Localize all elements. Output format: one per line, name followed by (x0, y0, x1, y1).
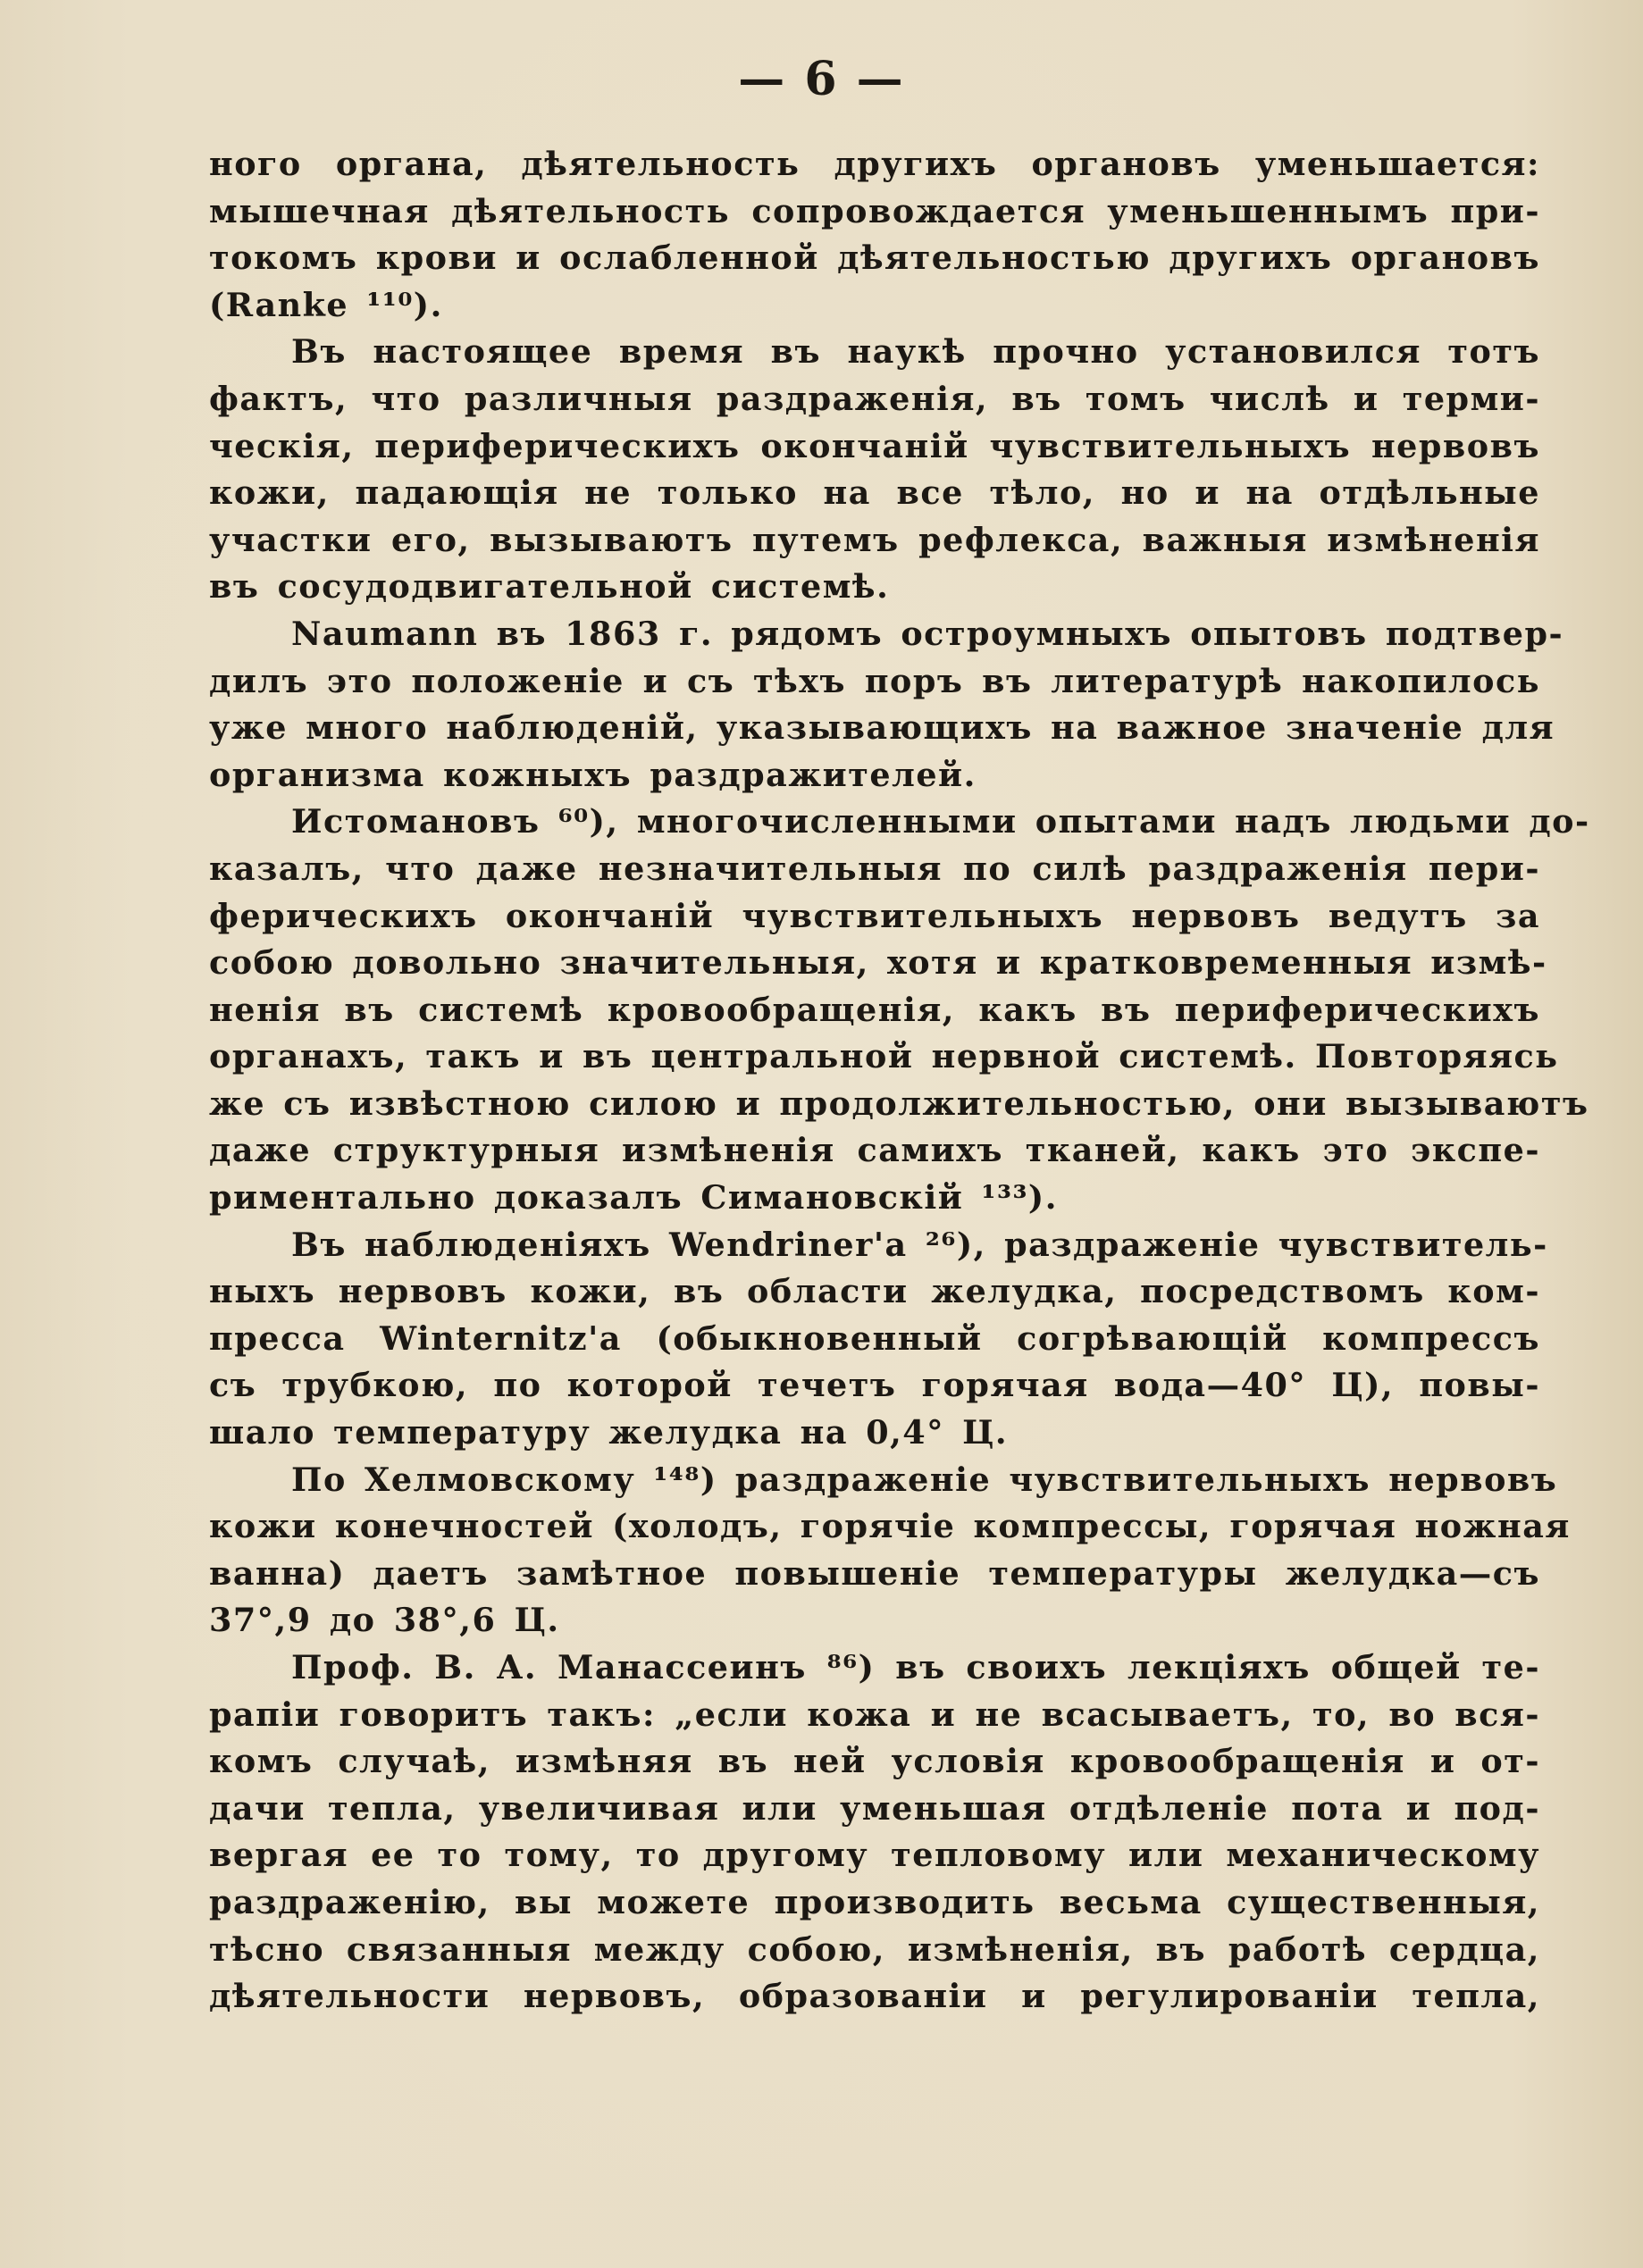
text-line: органахъ, такъ и въ центральной нервной системѣ. Повторяясь (209, 1037, 1559, 1076)
text-line: дѣятельности нервовъ, образованіи и регулированіи тепла, (209, 1977, 1540, 2016)
text-line: ного органа, дѣятельность другихъ органовъ уменьшается: (209, 145, 1540, 183)
text-line: дачи тепла, увеличивая или уменьшая отдѣленіе пота и под- (209, 1788, 1540, 1828)
text-line: ческія, периферическихъ окончаній чувствительныхъ нервовъ (209, 426, 1540, 465)
text-line: дилъ это положеніе и съ тѣхъ поръ въ литературѣ накопилось (209, 661, 1540, 700)
text-line: риментально доказалъ Симановскій ¹³³). (209, 1178, 1058, 1218)
text-line: токомъ крови и ослабленной дѣятельностью другихъ органовъ (209, 239, 1540, 278)
text-line: въ сосудодвигательной системѣ. (209, 567, 890, 607)
text-line: съ трубкою, по которой течетъ горячая вода—40° Ц), повы- (209, 1366, 1540, 1405)
text-line: Истомановъ ⁶⁰), многочисленными опытами надъ людьми до- (291, 802, 1590, 841)
text-line: организма кожныхъ раздражителей. (209, 755, 977, 794)
text-line: Въ настоящее время въ наукѣ прочно установился тотъ (291, 332, 1540, 372)
text-line: комъ случаѣ, измѣняя въ ней условія кровообращенія и от- (209, 1742, 1540, 1781)
text-line: Въ наблюденіяхъ Wendriner'а ²⁶), раздраженіе чувствитель- (291, 1225, 1548, 1264)
text-line: рапіи говоритъ такъ: „если кожа и не всасываетъ, то, во вся- (209, 1695, 1540, 1734)
text-line: же съ извѣстною силою и продолжительностью, они вызываютъ (209, 1084, 1589, 1123)
text-line: По Хелмовскому ¹⁴⁸) раздраженіе чувствительныхъ нервовъ (291, 1460, 1558, 1499)
text-line: Naumann въ 1863 г. рядомъ остроумныхъ опытовъ подтвер- (291, 614, 1564, 653)
text-line: вергая ее то тому, то другому тепловому или механическому (209, 1836, 1540, 1875)
text-line: ферическихъ окончаній чувствительныхъ нервовъ ведутъ за (209, 896, 1540, 935)
text-line: уже много наблюденій, указывающихъ на важное значеніе для (209, 708, 1555, 748)
text-line: шало температуру желудка на 0,4° Ц. (209, 1413, 1009, 1452)
text-line: пресса Winternitz'а (обыкновенный согрѣвающій компрессъ (209, 1318, 1540, 1358)
body-text (209, 141, 1590, 2021)
text-line: казалъ, что даже незначительныя по силѣ раздраженія пери- (209, 849, 1540, 888)
text-line: фактъ, что различныя раздраженія, въ томъ числѣ и терми- (209, 379, 1540, 418)
text-line: кожи, падающія не только на все тѣло, но и на отдѣльные (209, 473, 1540, 513)
text-line: ныхъ нервовъ кожи, въ области желудка, посредствомъ ком- (209, 1272, 1540, 1311)
text-line: раздраженію, вы можете производить весьма существенныя, (209, 1882, 1540, 1921)
text-line: кожи конечностей (холодъ, горячіе компрессы, горячая ножная (209, 1507, 1571, 1546)
text-line: участки его, вызываютъ путемъ рефлекса, важныя измѣненія (209, 520, 1540, 559)
page-number: — 6 — (738, 52, 905, 106)
text-line: тѣсно связанныя между собою, измѣненія, въ работѣ сердца, (209, 1929, 1540, 1969)
text-line: Проф. В. А. Манассеинъ ⁸⁶) въ своихъ лекціяхъ общей те- (291, 1648, 1540, 1686)
text-line: ненія въ системѣ кровообращенія, какъ въ периферическихъ (209, 990, 1540, 1029)
text-line: даже структурныя измѣненія самихъ тканей, какъ это экспе- (209, 1131, 1540, 1170)
text-line: мышечная дѣятельность сопровождается уменьшеннымъ при- (209, 191, 1540, 230)
text-line: собою довольно значительныя, хотя и кратковременныя измѣ- (209, 943, 1547, 983)
text-line: (Ranke ¹¹⁰). (209, 285, 443, 324)
text-line: 37°,9 до 38°,6 Ц. (209, 1601, 560, 1640)
text-line: ванна) даетъ замѣтное повышеніе температуры желудка—съ (209, 1553, 1540, 1593)
